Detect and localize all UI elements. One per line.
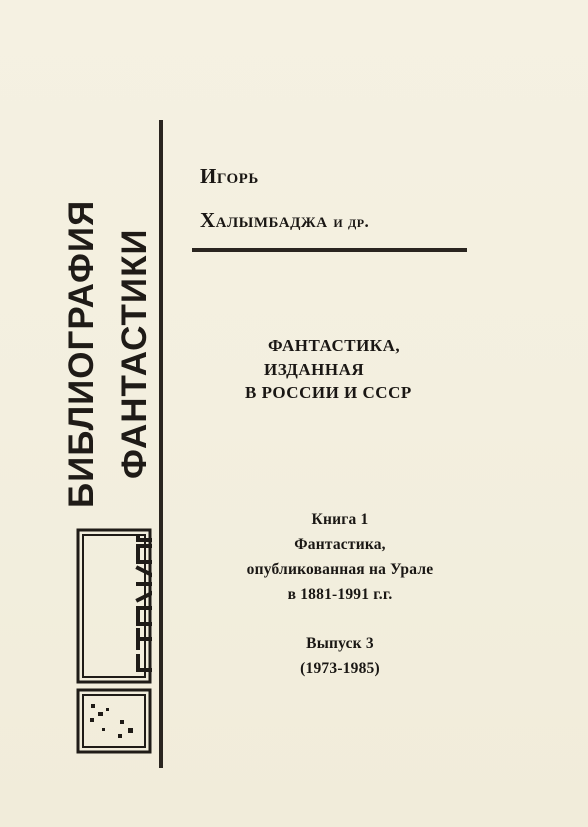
book-volume: Книга 1 [311, 511, 369, 528]
vertical-divider [159, 120, 163, 768]
series-title-line2: ФАНТАСТИКИ [115, 228, 154, 479]
author-first-name: Игорь [200, 164, 259, 188]
book-subtitle-line2: опубликованная на Урале [246, 561, 434, 578]
author-suffix: и др. [333, 212, 370, 231]
book-issue-years: (1973-1985) [300, 660, 380, 677]
book-issue: Выпуск 3 [306, 635, 374, 652]
author-last-name: Халымбаджа [200, 208, 328, 232]
title-line3: В РОССИИ И СССР [245, 383, 412, 402]
publisher-logo [76, 528, 152, 754]
title-line1: ФАНТАСТИКА, [268, 336, 401, 355]
series-title-line1: БИБЛИОГРАФИЯ [62, 199, 101, 508]
title-line2: ИЗДАННАЯ [264, 360, 365, 379]
book-years: в 1881-1991 г.г. [287, 586, 393, 603]
book-subtitle-line1: Фантастика, [294, 536, 386, 553]
horizontal-divider [192, 248, 467, 252]
author-last-name-line [200, 208, 369, 233]
